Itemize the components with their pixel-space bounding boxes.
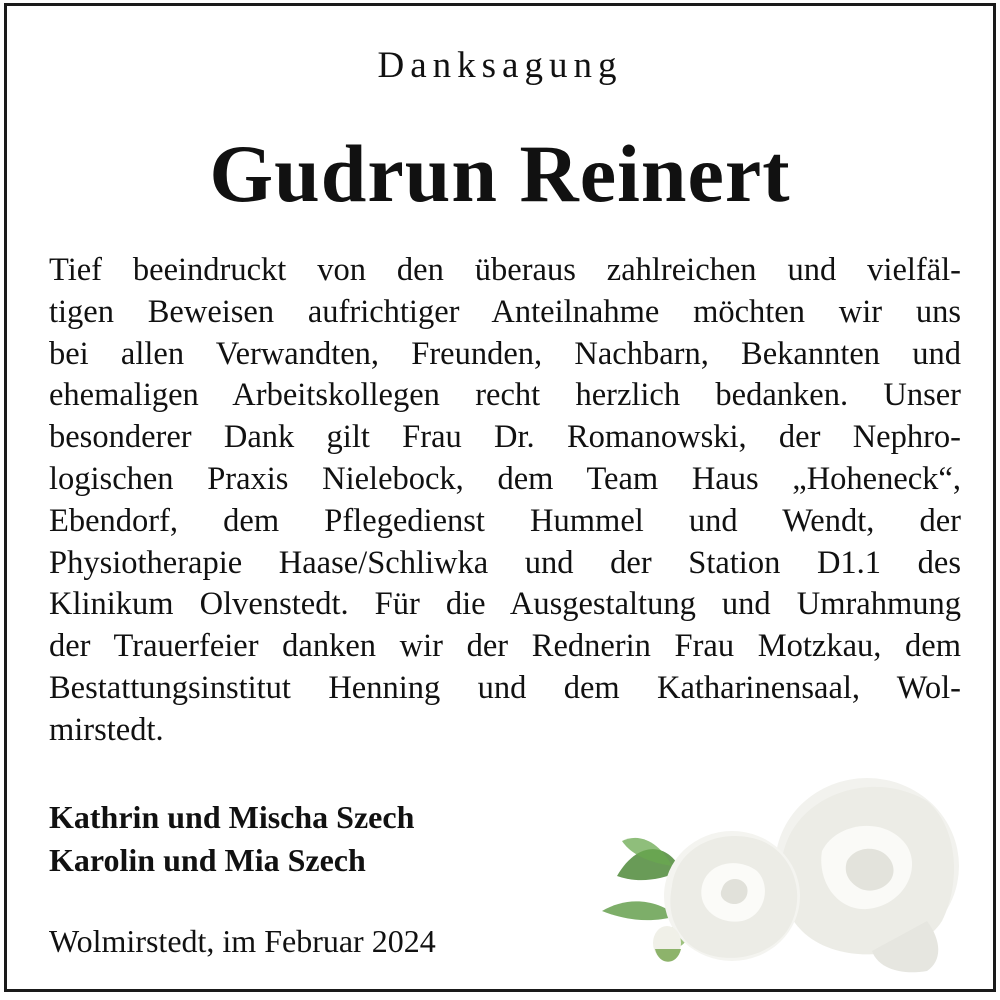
text-line: mirstedt. <box>49 711 164 748</box>
text-line: Klinikum Olvenstedt. Für die Ausgestaltung und Umrahmung <box>49 586 961 623</box>
text-line: ehemaligen Arbeitskollegen recht herzlich bedanken. Unser <box>49 377 961 414</box>
text-line: logischen Praxis Nielebock, dem Team Haus „Hoheneck“, <box>49 460 961 497</box>
text-line: Ebendorf, dem Pflegedienst Hummel und Wendt, der <box>49 502 961 539</box>
text-line: tigen Beweisen aufrichtiger Anteilnahme möchten wir uns <box>49 293 961 330</box>
text-line: Bestattungsinstitut Henning und dem Katharinensaal, Wol- <box>49 669 961 706</box>
signer-name: Karolin und Mia Szech <box>49 842 366 878</box>
text-line: Physiotherapie Haase/Schliwka und der Station D1.1 des <box>49 544 961 581</box>
deceased-name: Gudrun Reinert <box>209 128 791 219</box>
text-line: Tief beeindruckt von den überaus zahlreichen und vielfäl- <box>49 252 961 288</box>
place-and-date: Wolmirstedt, im Februar 2024 <box>49 923 436 959</box>
obituary-notice <box>4 3 996 992</box>
signers-block <box>49 796 414 882</box>
text-line: bei allen Verwandten, Freunden, Nachbarn, Bekannten und <box>49 335 961 372</box>
notice-heading: Danksagung <box>377 45 623 86</box>
text-line: besonderer Dank gilt Frau Dr. Romanowski, der Nephro- <box>49 419 961 456</box>
text-line: der Trauerfeier danken wir der Rednerin Frau Motzkau, dem <box>49 628 961 665</box>
white-roses-icon <box>597 771 967 976</box>
signer-name: Kathrin und Mischa Szech <box>49 799 415 835</box>
thank-you-text <box>49 250 961 752</box>
